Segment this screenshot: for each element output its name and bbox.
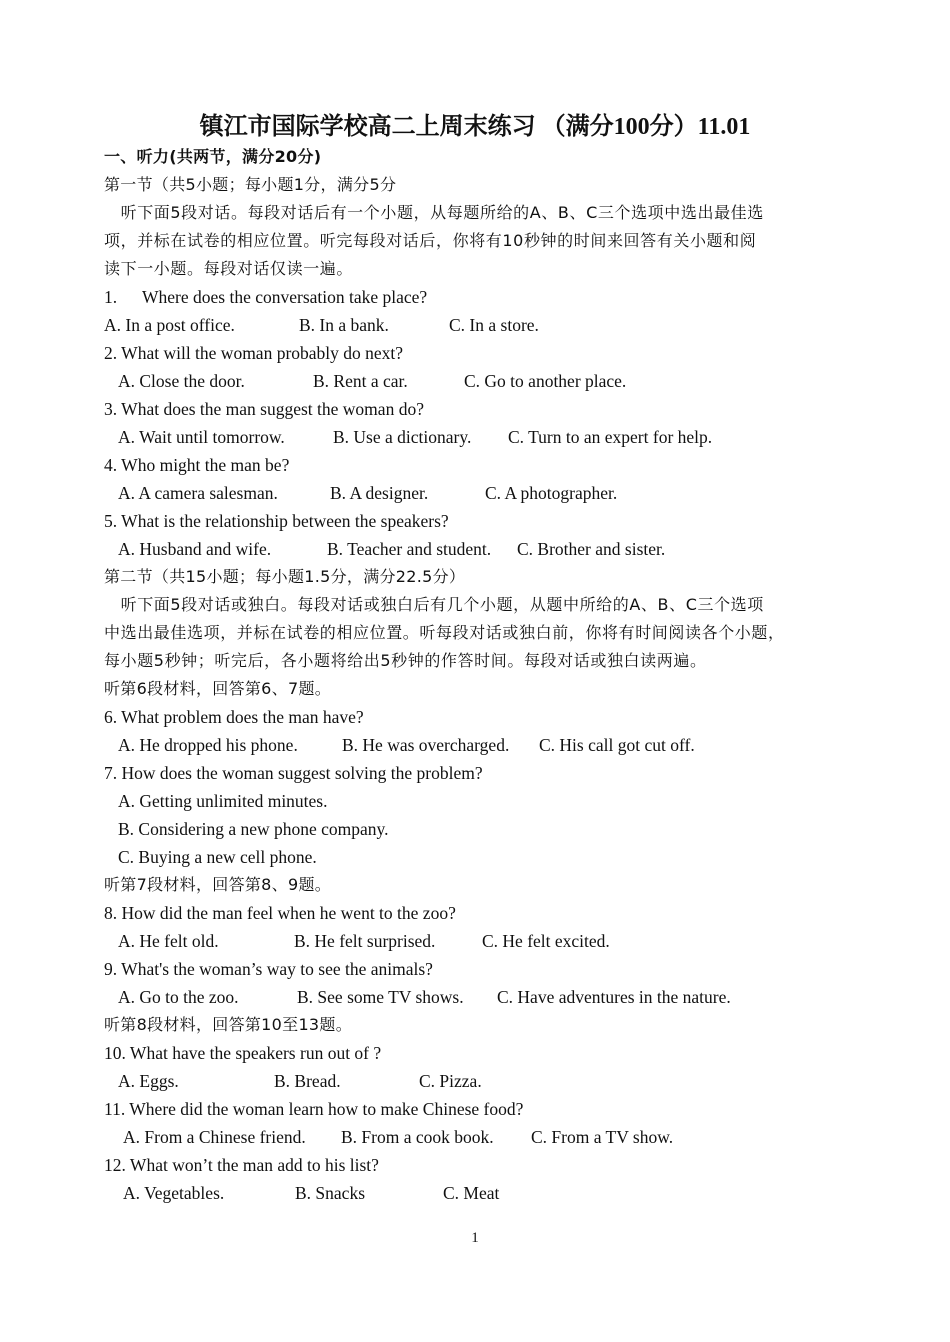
question-6-stem: 6. What problem does the man have? xyxy=(104,707,364,727)
question-8-option-c: C. He felt excited. xyxy=(482,931,610,951)
material-note-7: 听第7段材料，回答第8、9题。 xyxy=(104,875,332,894)
section2-instructions-line: 每小题5秒钟；听完后，各小题将给出5秒钟的作答时间。每段对话或独白读两遍。 xyxy=(104,651,707,670)
question-2-option-c: C. Go to another place. xyxy=(464,371,627,391)
question-10-option-c: C. Pizza. xyxy=(419,1071,482,1091)
question-4-stem: 4. Who might the man be? xyxy=(104,455,290,475)
question-12-stem: 12. What won’t the man add to his list? xyxy=(104,1155,379,1175)
question-2-option-a: A. Close the door. xyxy=(118,371,245,391)
question-number: 1. xyxy=(104,287,118,307)
question-9-option-c: C. Have adventures in the nature. xyxy=(497,987,731,1007)
section2-instructions-line: 听下面5段对话或独白。每段对话或独白后有几个小题，从题中所给的A、B、C三个选项 xyxy=(104,595,764,614)
question-9-option-a: A. Go to the zoo. xyxy=(118,987,239,1007)
question-12-option-a: A. Vegetables. xyxy=(123,1183,225,1203)
page-title: 镇江市国际学校高二上周末练习 （满分100分）11.01 xyxy=(199,114,751,140)
question-4-option-c: C. A photographer. xyxy=(485,483,618,503)
question-7-option-a: A. Getting unlimited minutes. xyxy=(118,791,328,811)
section1-heading: 第一节（共5小题；每小题1分，满分5分 xyxy=(104,175,397,194)
question-3-option-c: C. Turn to an expert for help. xyxy=(508,427,713,447)
question-3-stem: 3. What does the man suggest the woman do? xyxy=(104,399,424,419)
question-6-option-b: B. He was overcharged. xyxy=(342,735,510,755)
question-1-stem xyxy=(104,284,427,310)
question-4-option-a: A. A camera salesman. xyxy=(118,483,278,503)
question-1-option-a: A. In a post office. xyxy=(104,315,235,335)
page-number: 1 xyxy=(471,1230,479,1246)
question-1-option-c: C. In a store. xyxy=(449,315,539,335)
question-12-option-c: C. Meat xyxy=(443,1183,500,1203)
question-6-option-a: A. He dropped his phone. xyxy=(118,735,298,755)
material-note-6: 听第6段材料，回答第6、7题。 xyxy=(104,679,332,698)
section2-instructions-line: 中选出最佳选项，并标在试卷的相应位置。听每段对话或独白前，你将有时间阅读各个小题， xyxy=(104,623,785,642)
question-11-stem: 11. Where did the woman learn how to make Chinese food? xyxy=(104,1099,524,1119)
question-5-option-b: B. Teacher and student. xyxy=(327,539,492,559)
question-11-option-c: C. From a TV show. xyxy=(531,1127,674,1147)
question-7-option-c: C. Buying a new cell phone. xyxy=(118,847,317,867)
question-8-option-a: A. He felt old. xyxy=(118,931,219,951)
question-text: Where does the conversation take place? xyxy=(142,287,428,307)
question-5-option-c: C. Brother and sister. xyxy=(517,539,666,559)
question-5-stem: 5. What is the relationship between the speakers? xyxy=(104,511,449,531)
question-3-option-a: A. Wait until tomorrow. xyxy=(118,427,285,447)
question-9-option-b: B. See some TV shows. xyxy=(297,987,464,1007)
question-1-option-b: B. In a bank. xyxy=(299,315,389,335)
question-10-stem: 10. What have the speakers run out of ? xyxy=(104,1043,382,1063)
question-12-option-b: B. Snacks xyxy=(295,1183,365,1203)
question-4-option-b: B. A designer. xyxy=(330,483,429,503)
section1-instructions-line: 听下面5段对话。每段对话后有一个小题，从每题所给的A、B、C三个选项中选出最佳选 xyxy=(104,203,764,222)
question-2-stem: 2. What will the woman probably do next? xyxy=(104,343,404,363)
question-7-option-b: B. Considering a new phone company. xyxy=(118,819,389,839)
material-note-8: 听第8段材料，回答第10至13题。 xyxy=(104,1015,352,1034)
question-2-option-b: B. Rent a car. xyxy=(313,371,408,391)
section2-heading: 第二节（共15小题；每小题1.5分，满分22.5分） xyxy=(104,567,466,586)
question-6-option-c: C. His call got cut off. xyxy=(539,735,695,755)
question-8-stem: 8. How did the man feel when he went to the zoo? xyxy=(104,903,456,923)
part1-heading: 一、听力(共两节，满分20分) xyxy=(104,147,322,166)
question-5-option-a: A. Husband and wife. xyxy=(118,539,272,559)
question-11-option-a: A. From a Chinese friend. xyxy=(123,1127,306,1147)
question-8-option-b: B. He felt surprised. xyxy=(294,931,436,951)
question-7-stem: 7. How does the woman suggest solving the problem? xyxy=(104,763,483,783)
section1-instructions-line: 读下一小题。每段对话仅读一遍。 xyxy=(104,259,354,278)
question-10-option-b: B. Bread. xyxy=(274,1071,341,1091)
question-9-stem: 9. What's the woman’s way to see the animals? xyxy=(104,959,433,979)
question-3-option-b: B. Use a dictionary. xyxy=(333,427,472,447)
question-10-option-a: A. Eggs. xyxy=(118,1071,179,1091)
section1-instructions-line: 项，并标在试卷的相应位置。听完每段对话后，你将有10秒钟的时间来回答有关小题和阅 xyxy=(104,231,757,250)
question-11-option-b: B. From a cook book. xyxy=(341,1127,494,1147)
